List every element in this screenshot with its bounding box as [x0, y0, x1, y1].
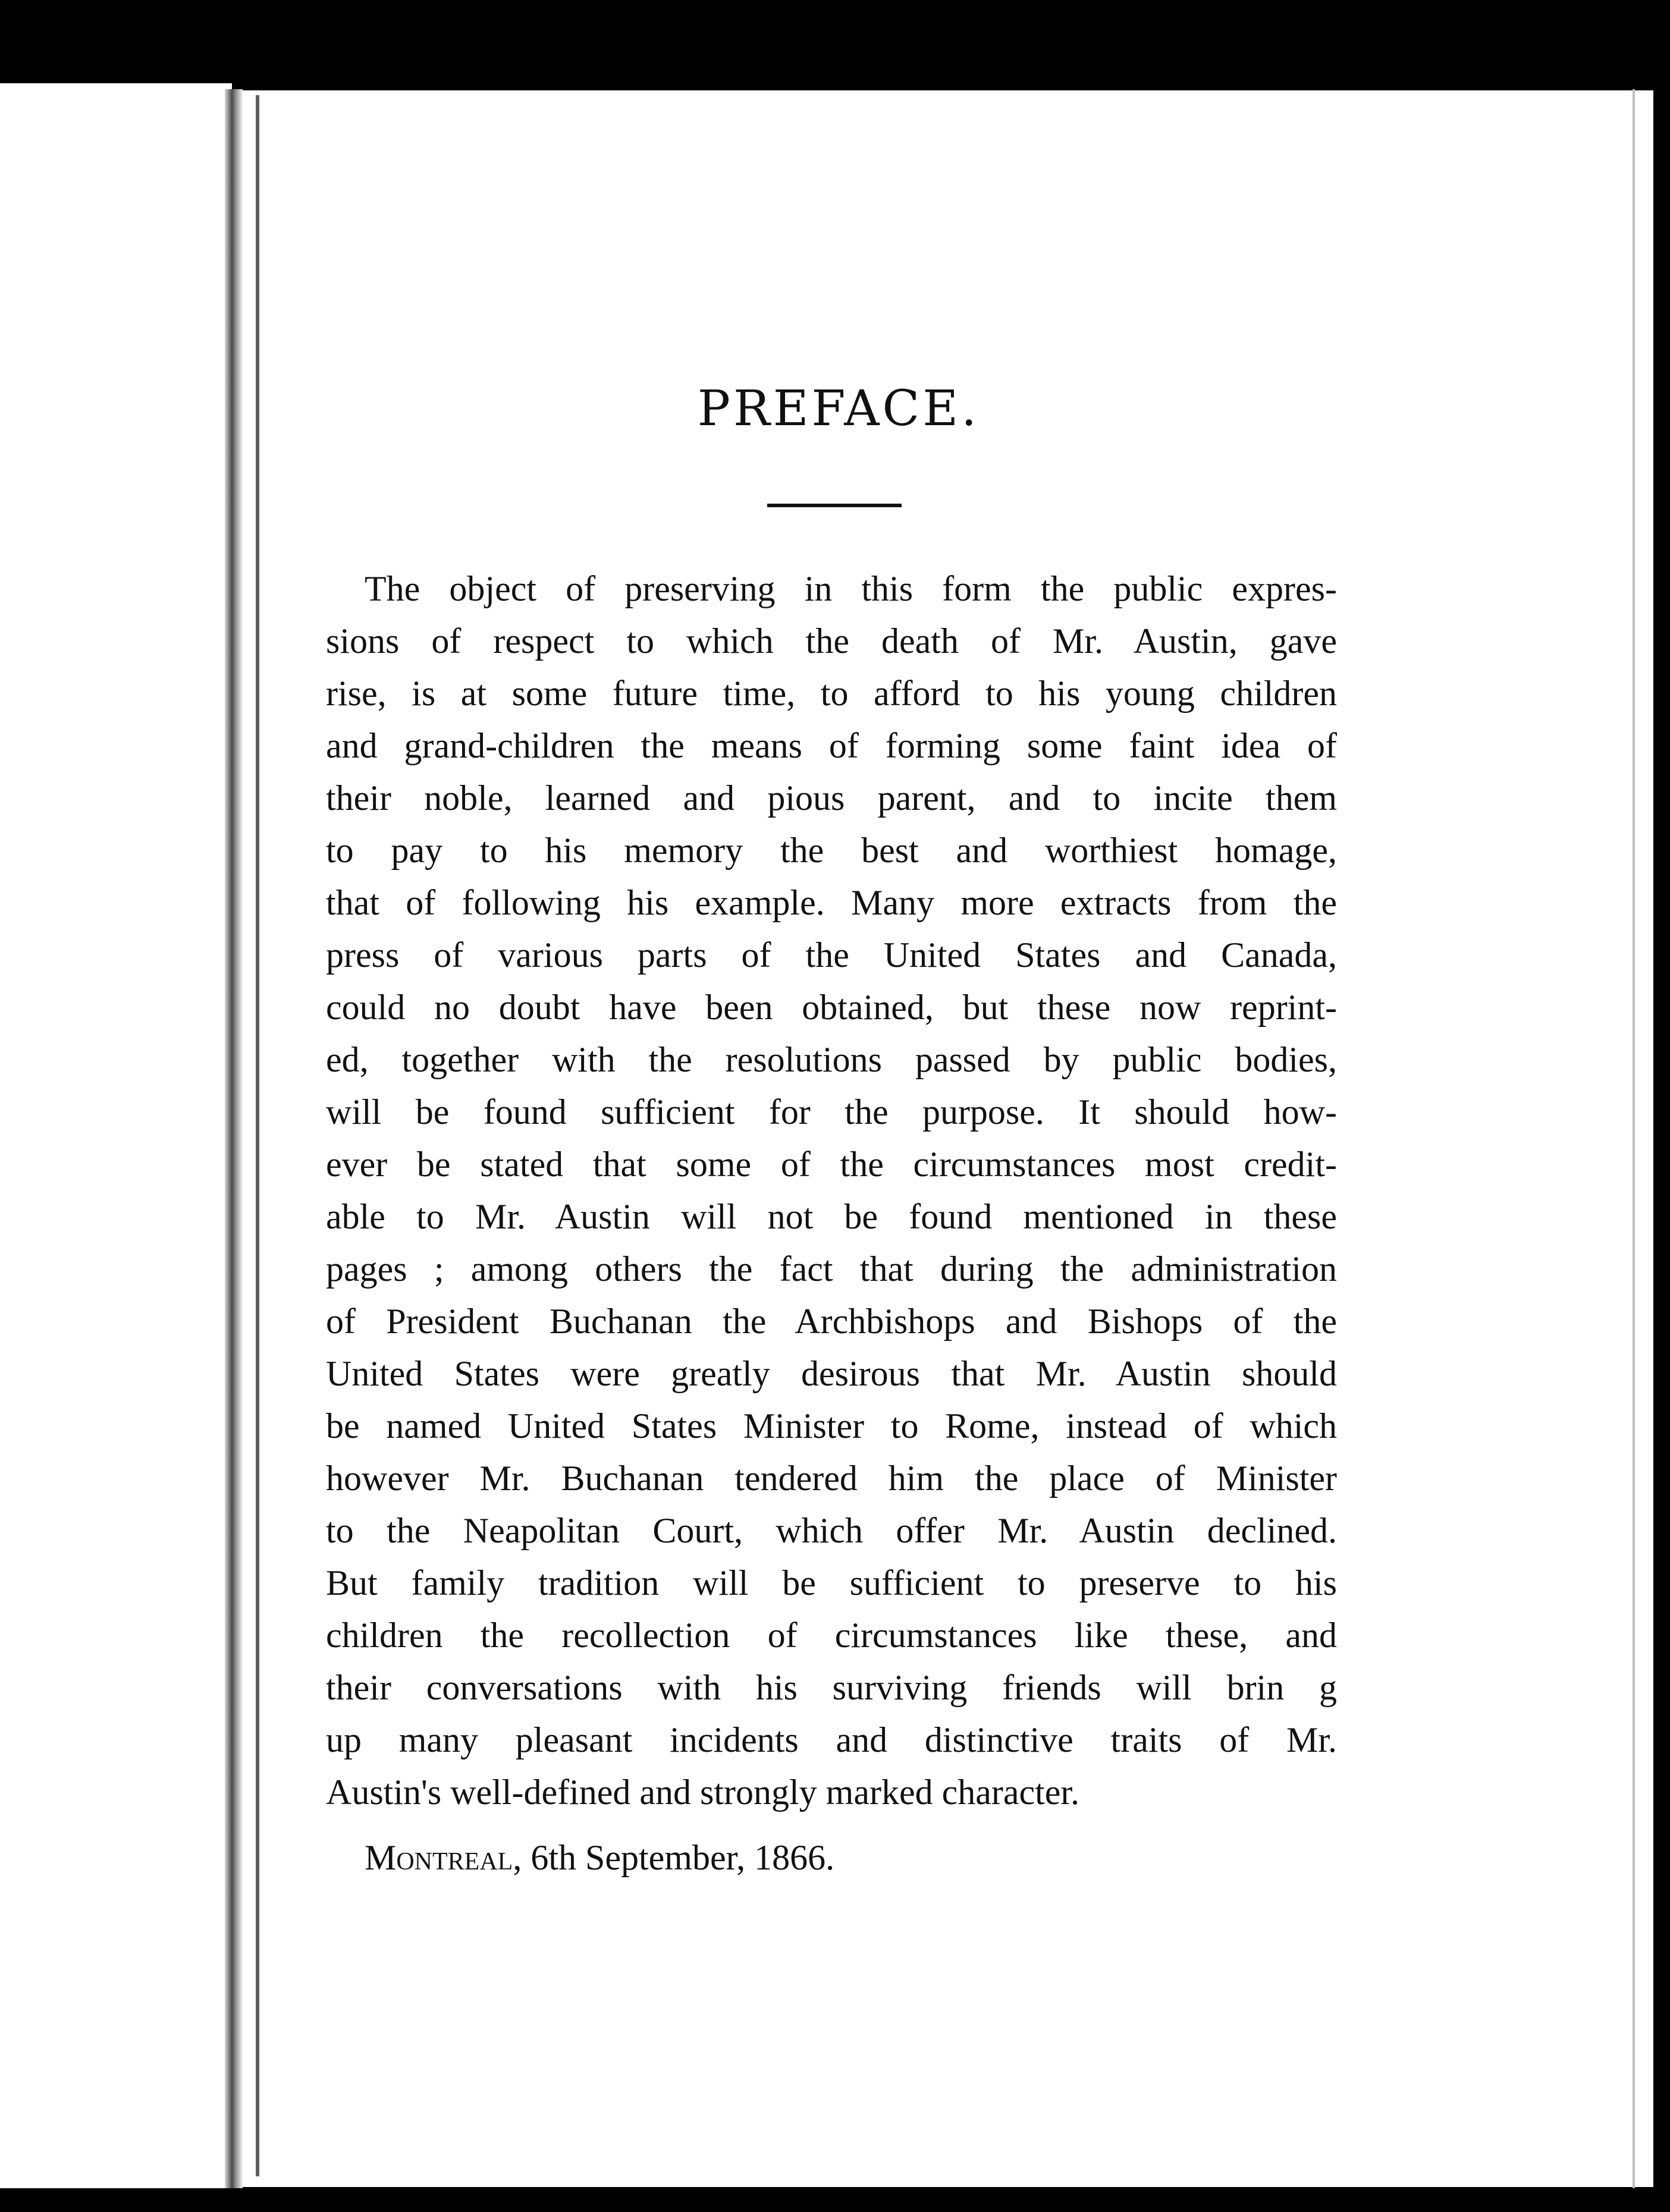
- body-line: of President Buchanan the Archbishops and Bishops of the: [326, 1302, 1337, 1341]
- body-line: up many pleasant incidents and distinctive traits of Mr.: [326, 1720, 1337, 1759]
- facing-page-edge: [0, 83, 232, 2188]
- body-line: The object of preserving in this form the public expres-: [365, 569, 1337, 608]
- body-line: sions of respect to which the death of Mr. Austin, gave: [326, 621, 1337, 661]
- body-line: will be found sufficient for the purpose. It should how-: [326, 1092, 1337, 1132]
- body-line: their conversations with his surviving friends will brin g: [326, 1668, 1337, 1707]
- scan-border-top: [0, 0, 1670, 83]
- body-line: press of various parts of the United States and Canada,: [326, 935, 1337, 975]
- dateline: [365, 1837, 834, 1878]
- body-line: able to Mr. Austin will not be found mentioned in these: [326, 1197, 1337, 1236]
- body-line: however Mr. Buchanan tendered him the place of Minister: [326, 1459, 1337, 1498]
- body-line: But family tradition will be sufficient to preserve to his: [326, 1563, 1337, 1603]
- body-line: that of following his example. Many more extracts from the: [326, 883, 1337, 922]
- body-line: to the Neapolitan Court, which offer Mr. Austin declined.: [326, 1511, 1337, 1550]
- page-edge-line: [1633, 89, 1635, 2188]
- preface-body: [326, 563, 1337, 1818]
- body-line: pages ; among others the fact that during the administration: [326, 1249, 1337, 1289]
- dateline-place: Montreal,: [365, 1838, 522, 1877]
- body-line: to pay to his memory the best and worthiest homage,: [326, 831, 1337, 870]
- page-title: PREFACE.: [697, 381, 980, 437]
- body-line: their noble, learned and pious parent, and to incite them: [326, 778, 1337, 818]
- scan-border-right: [1653, 83, 1670, 2212]
- body-line: Austin's well-defined and strongly marked character.: [326, 1773, 1080, 1812]
- body-line: could no doubt have been obtained, but these now reprint-: [326, 988, 1337, 1027]
- body-line: rise, is at some future time, to afford to his young children: [326, 674, 1337, 713]
- dateline-date: 6th September, 1866.: [530, 1838, 835, 1877]
- body-line: ever be stated that some of the circumstances most credit-: [326, 1145, 1337, 1184]
- body-line: United States were greatly desirous that Mr. Austin should: [326, 1354, 1337, 1393]
- body-line: and grand-children the means of forming some faint idea of: [326, 726, 1337, 765]
- gutter-shadow-line: [256, 95, 259, 2176]
- body-line: ed, together with the resolutions passed by public bodies,: [326, 1040, 1337, 1079]
- title-rule: [767, 504, 902, 507]
- binding-gutter: [225, 89, 243, 2188]
- body-line: be named United States Minister to Rome, instead of which: [326, 1406, 1337, 1446]
- body-line: children the recollection of circumstances like these, and: [326, 1616, 1337, 1655]
- scan-border-bottom: [0, 2188, 1670, 2212]
